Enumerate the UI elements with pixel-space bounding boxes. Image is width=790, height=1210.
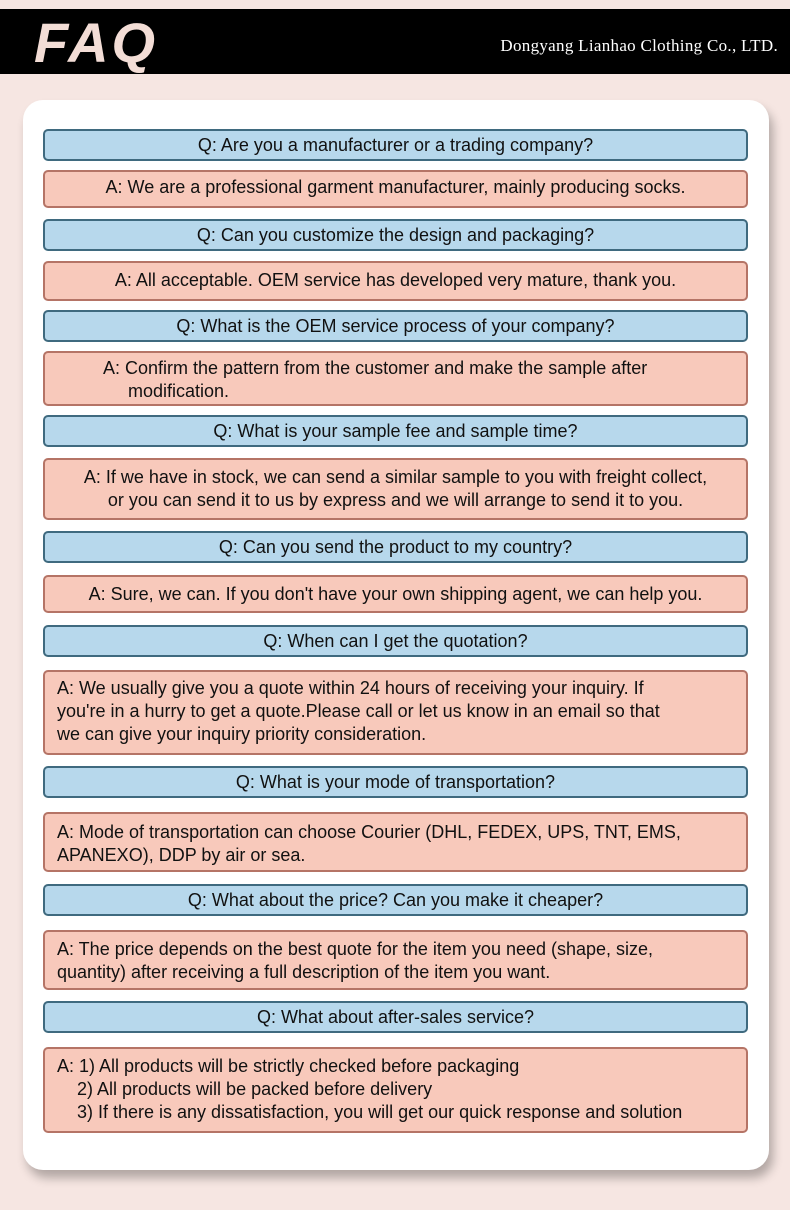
answer-line: you're in a hurry to get a quote.Please call or let us know in an email so that [57, 701, 660, 721]
faq-question: Q: What is your sample fee and sample time? [43, 415, 748, 447]
answer-line: A: Confirm the pattern from the customer and make the sample after [103, 358, 648, 378]
answer-line: A: Mode of transportation can choose Courier (DHL, FEDEX, UPS, TNT, EMS, [57, 822, 681, 842]
answer-line: A: All acceptable. OEM service has developed very mature, thank you. [114, 270, 677, 290]
faq-question: Q: What about the price? Can you make it cheaper? [43, 884, 748, 916]
faq-answer [43, 170, 748, 208]
answer-line: A: If we have in stock, we can send a similar sample to you with freight collect, [83, 467, 708, 487]
answer-line: we can give your inquiry priority consideration. [57, 724, 427, 744]
answer-line: or you can send it to us by express and we will arrange to send it to you. [107, 490, 684, 510]
faq-answer [43, 261, 748, 301]
answer-line: A: We usually give you a quote within 24 hours of receiving your inquiry. If [57, 678, 644, 698]
answer-line: 2) All products will be packed before delivery [77, 1079, 433, 1099]
faq-answer [43, 1047, 748, 1133]
faq-answer [43, 351, 748, 406]
faq-answer [43, 575, 748, 613]
answer-line: A: We are a professional garment manufacturer, mainly producing socks. [105, 177, 686, 197]
faq-question: Q: Can you send the product to my country? [43, 531, 748, 563]
faq-question: Q: Can you customize the design and packaging? [43, 219, 748, 251]
faq-question: Q: Are you a manufacturer or a trading company? [43, 129, 748, 161]
faq-answer [43, 812, 748, 872]
answer-line: quantity) after receiving a full description of the item you want. [57, 962, 551, 982]
answer-line: A: 1) All products will be strictly checked before packaging [57, 1056, 520, 1076]
answer-line: 3) If there is any dissatisfaction, you will get our quick response and solution [77, 1102, 683, 1122]
faq-answer [43, 670, 748, 755]
faq-question: Q: What is your mode of transportation? [43, 766, 748, 798]
answer-line: A: The price depends on the best quote for the item you need (shape, size, [57, 939, 654, 959]
answer-line: modification. [128, 381, 230, 401]
answer-line: A: Sure, we can. If you don't have your own shipping agent, we can help you. [88, 584, 703, 604]
page-title: FAQ [34, 11, 159, 74]
answer-line: APANEXO), DDP by air or sea. [57, 845, 306, 865]
faq-question: Q: What is the OEM service process of your company? [43, 310, 748, 342]
header-bar [0, 9, 790, 74]
company-name: Dongyang Lianhao Clothing Co., LTD. [500, 36, 778, 55]
faq-answer [43, 458, 748, 520]
faq-question: Q: What about after-sales service? [43, 1001, 748, 1033]
faq-answer [43, 930, 748, 990]
faq-question: Q: When can I get the quotation? [43, 625, 748, 657]
